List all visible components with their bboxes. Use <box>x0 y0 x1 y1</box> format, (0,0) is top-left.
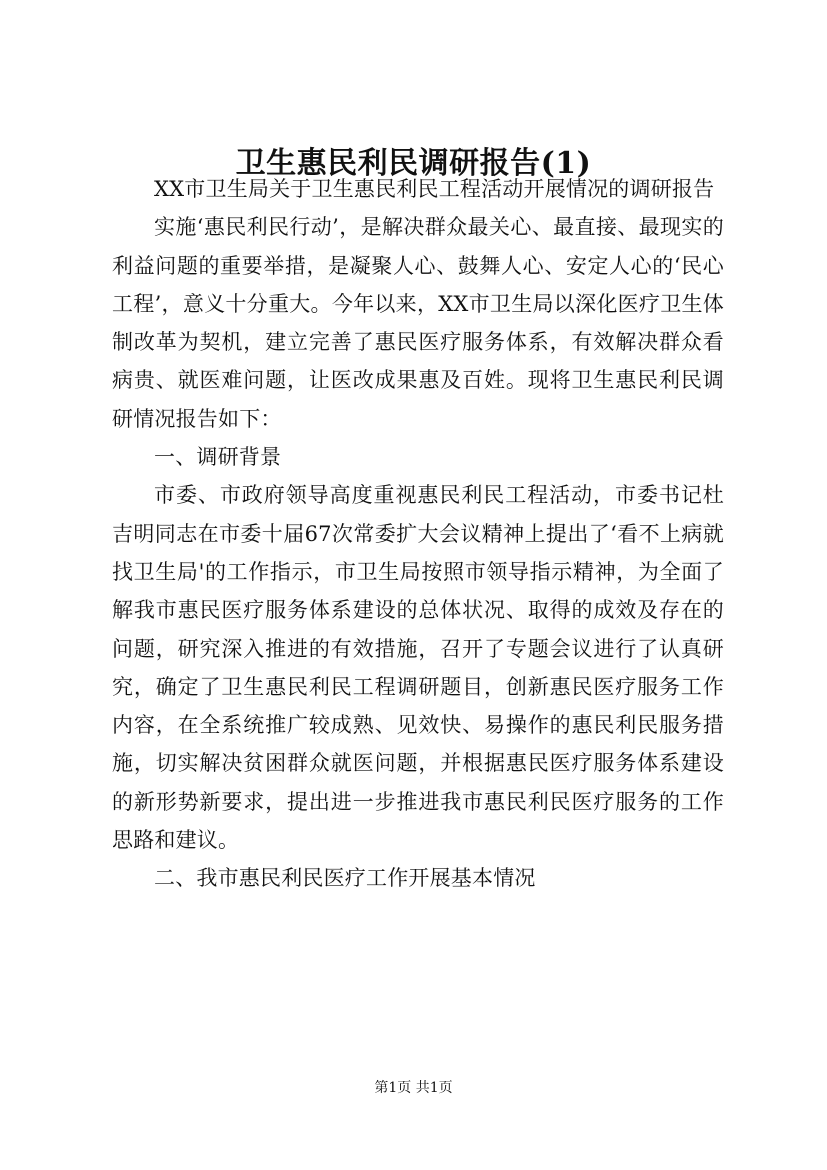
section-heading-basic-situation: 二、我市惠民利民医疗工作开展基本情况 <box>154 866 536 891</box>
section-heading-background: 一、调研背景 <box>154 445 282 470</box>
document-title: 卫生惠民利民调研报告(1) <box>235 146 592 181</box>
document-body <box>112 170 724 898</box>
paragraph-subtitle: XX市卫生局关于卫生惠民利民工程活动开展情况的调研报告 <box>154 177 715 201</box>
page-footer: 第1页 共1页 <box>374 1080 453 1096</box>
paragraph-intro: 实施‘惠民利民行动’，是解决群众最关心、最直接、最现实的利益问题的重要举措，是凝聚人心、鼓舞人心、安定人心的‘民心工程’，意义十分重大。今年以来，XX市卫生局以深化医疗卫生体制改革为契机，建立完善了惠民医疗服务体系，有效解决群众看病贵、就医难问题，让医改成果惠及百姓。现将卫生惠民利民调研情况报告如下： <box>112 215 724 431</box>
paragraph-background: 市委、市政府领导高度重视惠民利民工程活动，市委书记杜吉明同志在市委十届67次常委扩大会议精神上提出了‘看不上病就找卫生局'的工作指示，市卫生局按照市领导指示精神，为全面了解我市惠民医疗服务体系建设的总体状况、取得的成效及存在的问题，研究深入推进的有效措施，召开了专题会议进行了认真研究，确定了卫生惠民利民工程调研题目，创新惠民医疗服务工作内容，在全系统推广较成熟、见效快、易操作的惠民利民服务措施，切实解决贫困群众就医问题，并根据惠民医疗服务体系建设的新形势新要求，提出进一步推进我市惠民利民医疗服务的工作思路和建议。 <box>112 483 724 853</box>
